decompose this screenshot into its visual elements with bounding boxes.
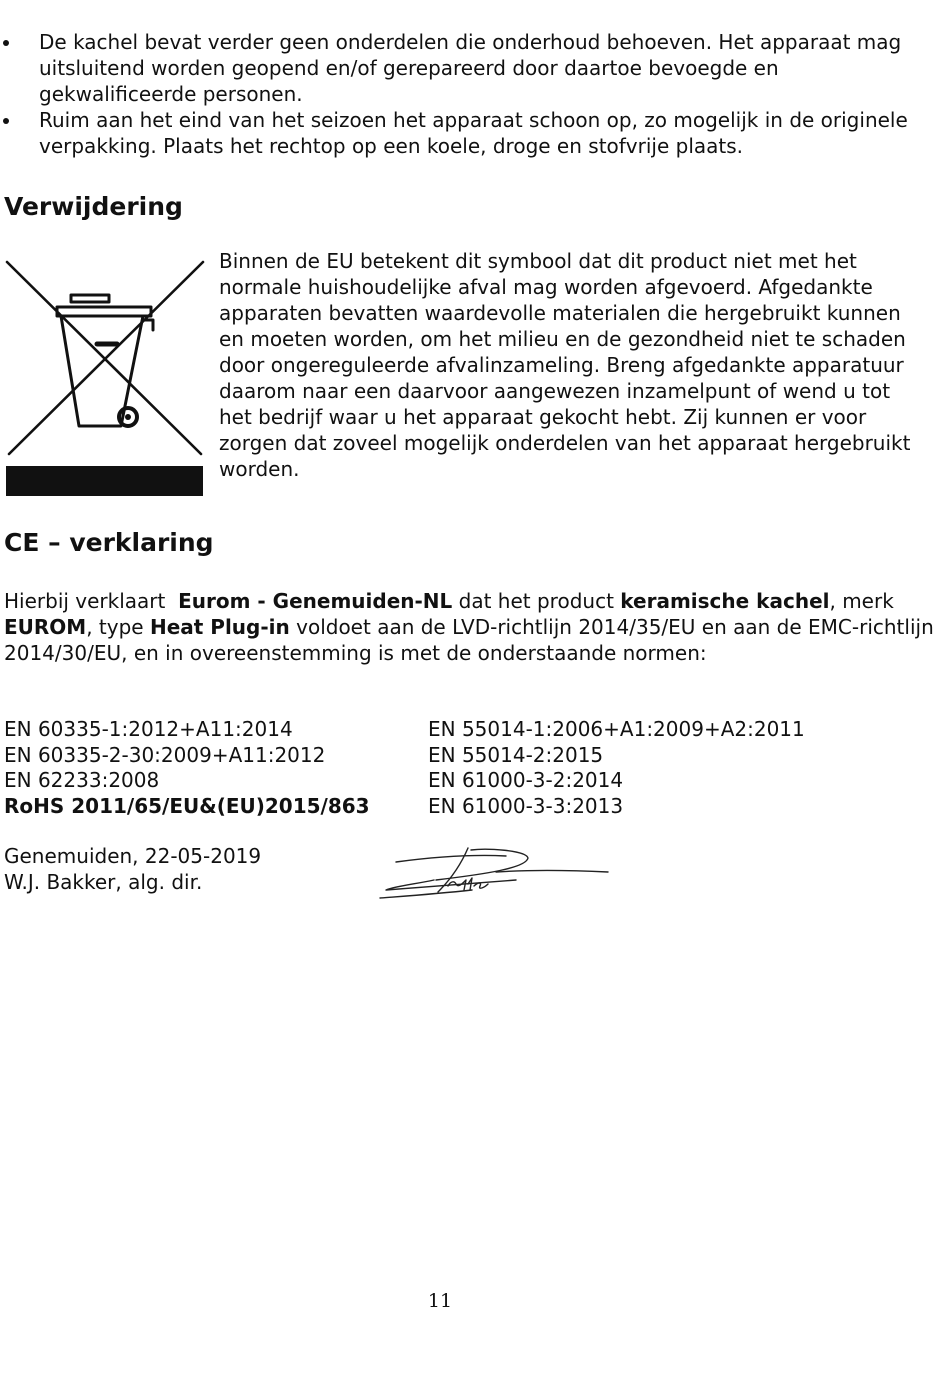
- standard-item: EN 60335-2-30:2009+A11:2012: [4, 742, 326, 767]
- rohs-standard-item: RoHS 2011/65/EU&(EU)2015/863: [4, 793, 370, 818]
- bullet-dot-icon: [3, 118, 9, 124]
- standard-item: EN 61000-3-3:2013: [428, 793, 624, 818]
- bullet-item: Ruim aan het eind van het seizoen het apparaat schoon op, zo mogelijk in de originele verpakking. Plaats het rechtop op een koele, droge en stofvrije plaats.: [0, 107, 930, 159]
- page-number: 11: [427, 1290, 453, 1312]
- product-type: Heat Plug-in: [149, 615, 290, 639]
- standard-item: EN 60335-1:2012+A11:2014: [4, 717, 293, 741]
- company-name: Eurom - Genemuiden-NL: [178, 589, 453, 613]
- verwijdering-heading: Verwijdering: [4, 192, 183, 221]
- ce-declaration-text: Hierbij verklaart Eurom - Genemuiden-NL dat het product keramische kachel, merk EUROM, type Heat Plug-in voldoet aan de LVD-richtlijn 2014/35/EU en aan de EMC-richtlijn 2014/30/EU, en in overeenstemming is met de onderstaande normen:: [4, 589, 934, 665]
- signer-name: W.J. Bakker, alg. dir.: [4, 870, 203, 894]
- brand-name: EUROM: [4, 615, 87, 639]
- product-name: keramische kachel: [620, 589, 830, 613]
- bullet-item: De kachel bevat verder geen onderdelen die onderhoud behoeven. Het apparaat mag uitsluitend worden geopend en/of gerepareerd door daartoe bevoegde en gekwalificeerde personen.: [0, 29, 930, 107]
- handwritten-signature: [376, 840, 616, 910]
- maintenance-bullet-list: [0, 29, 930, 159]
- signoff-block: [4, 843, 261, 895]
- disposal-description: Binnen de EU betekent dit symbool dat dit product niet met het normale huishoudelijke afval mag worden afgevoerd. Afgedankte apparaten bevatten waardevolle materialen die hergebruikt kunnen en moeten worden, om het milieu en de gezondheid niet te schaden door ongereguleerde afvalinzameling. Breng afgedankte apparatuur daarom naar een daarvoor aangewezen inzamelpunt of wend u tot het bedrijf waar u het apparaat gekocht hebt. Zij kunnen er voor zorgen dat zoveel mogelijk onderdelen van het apparaat hergebruikt worden.: [219, 249, 911, 481]
- place-date: Genemuiden, 22-05-2019: [4, 844, 262, 868]
- standards-column-left: [4, 716, 370, 818]
- standard-item: EN 61000-3-2:2014: [428, 768, 624, 793]
- standard-item: EN 55014-1:2006+A1:2009+A2:2011: [428, 717, 805, 741]
- standard-item: EN 55014-2:2015: [428, 742, 604, 767]
- standards-column-right: [428, 716, 805, 818]
- crossed-out-wheelie-bin-icon: [5, 254, 205, 499]
- ce-heading: CE – verklaring: [4, 528, 214, 557]
- standard-item: EN 62233:2008: [4, 768, 160, 793]
- bullet-dot-icon: [3, 40, 9, 46]
